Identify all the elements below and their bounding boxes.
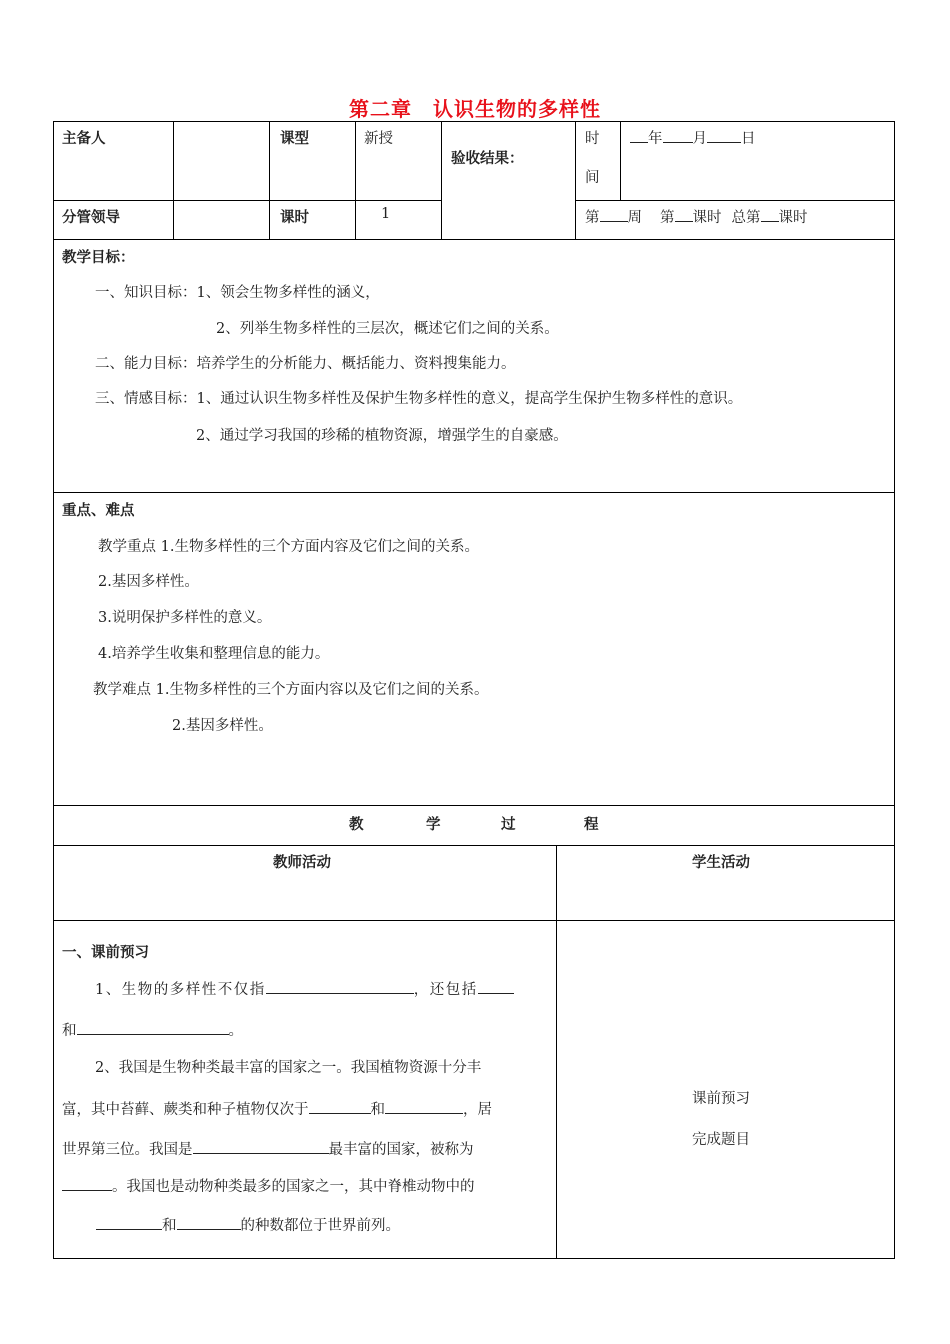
date-fields: 年 月 日 [630, 127, 756, 148]
preview-heading: 一、课前预习 [62, 945, 149, 961]
question-2-line-2: 富，其中苔藓、蕨类和种子植物仅次于 和 ，居 [62, 1098, 492, 1119]
type-label: 课型 [280, 131, 309, 147]
question-2-line-1: 2、我国是生物种类最丰富的国家之一。我国植物资源十分丰 [95, 1060, 482, 1076]
objectives-heading: 教学目标： [62, 250, 135, 266]
student-activity-label: 学生活动 [692, 855, 750, 871]
week-lesson-fields: 第 周 第 课时 总第 课时 [585, 206, 808, 227]
question-2-line-3: 世界第三位。我国是 最丰富的国家，被称为 [62, 1138, 474, 1159]
question-2-line-4: 。我国也是动物种类最多的国家之一，其中脊椎动物中的 [62, 1175, 475, 1196]
objective-line: 二、能力目标：培养学生的分析能力、概括能力、资料搜集能力。 [95, 356, 516, 372]
process-heading-char: 程 [584, 817, 599, 833]
key-point-line: 教学重点 1.生物多样性的三个方面内容及它们之间的关系。 [98, 539, 479, 555]
objective-line: 三、情感目标：1、通过认识生物多样性及保护生物多样性的意义，提高学生保护生物多样性的意识。 [95, 391, 743, 407]
teacher-activity-label: 教师活动 [273, 855, 331, 871]
student-note: 完成题目 [692, 1132, 750, 1148]
key-point-line: 教学难点 1.生物多样性的三个方面内容以及它们之间的关系。 [93, 682, 489, 698]
question-2-line-5: 和 的种数都位于世界前列。 [96, 1214, 400, 1235]
time-label-2: 间 [585, 170, 600, 186]
preparer-label: 主备人 [62, 131, 106, 147]
key-point-line: 3.说明保护多样性的意义。 [98, 610, 272, 626]
process-heading-char: 过 [501, 817, 516, 833]
page-title: 第二章 认识生物的多样性 [349, 97, 601, 121]
key-points-heading: 重点、难点 [62, 503, 135, 519]
leader-label: 分管领导 [62, 210, 120, 226]
hours-value: 1 [381, 206, 391, 222]
time-label-1: 时 [585, 131, 600, 147]
student-note: 课前预习 [692, 1091, 750, 1107]
question-1-line-1: 1、生物的多样性不仅指 ，还包括 [95, 978, 514, 999]
type-value: 新授 [364, 131, 393, 147]
question-1-line-2: 和 。 [62, 1019, 243, 1040]
hours-label: 课时 [280, 210, 309, 226]
objective-line: 2、列举生物多样性的三层次，概述它们之间的关系。 [216, 321, 559, 337]
objective-line: 2、通过学习我国的珍稀的植物资源，增强学生的自豪感。 [196, 428, 568, 444]
objective-line: 一、知识目标：1、领会生物多样性的涵义， [95, 285, 380, 301]
key-point-line: 4.培养学生收集和整理信息的能力。 [98, 646, 330, 662]
process-heading-char: 教 [349, 817, 364, 833]
key-point-line: 2.基因多样性。 [98, 574, 199, 590]
process-heading-char: 学 [426, 817, 441, 833]
result-label: 验收结果： [451, 151, 524, 167]
key-point-line: 2.基因多样性。 [172, 718, 273, 734]
